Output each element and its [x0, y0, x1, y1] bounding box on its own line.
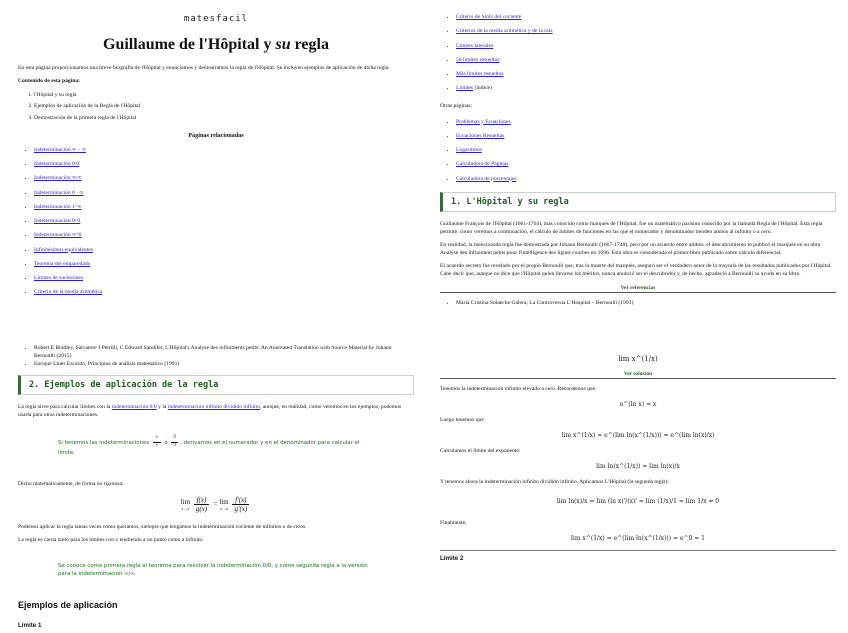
related-link[interactable]: • Infinitésimos equivalentes [34, 243, 414, 257]
reference-item: • Enrique Linés Escardó; Principios de análisis matemático (1991) [34, 360, 414, 368]
equation-5: lim x^(1/x) = e^(lim ln(x^(1/x))) = e^0 = 1 [571, 535, 705, 543]
page-title [18, 36, 414, 54]
top-links-list [440, 10, 836, 96]
related-link[interactable]: • Indeterminación ∞/∞ [34, 171, 414, 185]
logo-text: matesfacil [183, 14, 249, 24]
equation-2: lim x^(1/x) = e^(lim ln(x^(1/x))) = e^(lim ln(x)/x) [561, 432, 715, 440]
right-references [440, 299, 836, 307]
section-2-paragraph: La regla sirve para calcular límites con la indeterminación 0/0 y la indeterminación infinito dividido infinito, aunque, en realidad, como veremos en los ejemplos, podemos usarla para otras indeterminaciones. [18, 403, 402, 418]
title-end: regla [294, 36, 329, 53]
solution-paragraph-4: Y tenemos ahora la indeterminación infinito dividido infinito. Aplicamos L'Hôpital (la segunda regla): [440, 479, 669, 486]
solution-paragraph-2: Luego tenemos que [440, 417, 484, 424]
reference-item: • María Cristina Solaeche Galera; La Controversia L'Hospital – Bernoulli (1993) [456, 299, 836, 307]
bio-paragraph-3: El acuerdo secreto fue revelado por el propio Bernoulli que, tras la muerte del marqués, aseguró ser el verdadero autor de la mayoría de las resultados publicados por l'Hôpital. Cabe decir que, aunque no dice que l'Hôpital quien llevarse los méritos, nunca anunció ser el descubridor y, de hecho, agradeció a Bernoulli su ayuda en su libro. [440, 263, 832, 278]
solution-paragraph-1: Tenemos la indeterminación infinito elevado a cero. Recordemos que: [440, 385, 597, 392]
intro-paragraph: En esta página proporcionamos una breve biografía de l'Hôpital y enunciamos y demostramos la regla de l'Hôpital. Se incluyen ejemplos de aplicación de dicha regla. [18, 65, 390, 71]
equation-1: e^(ln x) = x [619, 401, 657, 409]
related-link[interactable]: • Indeterminación 1^∞ [34, 200, 414, 214]
equation-3: lim ln(x^(1/x)) = lim ln(x)/x [596, 463, 680, 471]
site-logo[interactable] [18, 14, 414, 24]
related-link[interactable]: • Indeterminación 0^0 [34, 214, 414, 228]
rule-note: Si tenemos las indeterminaciones $\frac{\infty}{\infty}$ ó $\frac{0}{0}$ , derivamos en el numerador y en el denominador para calcular el límite. [58, 434, 360, 457]
right-page [440, 0, 836, 566]
reference-item: • Robert E Bradley, Salvatore J Petrilli, C Edward Sandifer, L'Hôpital's Analyse des infiniments petits: An Annotated Translation with Source Material by Johann Bernoulli (2015) [34, 344, 414, 361]
limit-1-expression: lim x^(1/x) [618, 354, 658, 363]
title-main: Guillaume de l'Hôpital y [103, 36, 272, 53]
nav-link[interactable]: • Criterios de la media aritmética y de la raíz [456, 24, 836, 38]
finally-label: Finalmente, [440, 520, 467, 527]
other-link[interactable]: • Calculadora de porcentajes [456, 172, 836, 186]
other-link[interactable]: • Calculadora de Páginas [456, 157, 836, 171]
nav-link[interactable]: • 50 límites resueltos [456, 53, 836, 67]
related-link[interactable]: • Indeterminación 0/0 [34, 157, 414, 171]
bio-paragraph-1: Guillaume François de l'Hôpital (1661-1704), más conocido como marqués de l'Hôpital, fue un matemático parisino conocido por la llamada Regla de l'Hôpital. Esta regla permite, como veremos a continuación, el cálculo de límites de funciones en las que el numerador y denominador tienden ambos al infinito o a cero. [440, 220, 823, 235]
contents-label: Contenido de esta página: [18, 78, 81, 85]
contents-item[interactable]: 3. Demostración de la primera regla de l'Hôpital [34, 113, 414, 124]
indeterminacy-inf-inf-link[interactable]: indeterminación infinito dividido infinito [167, 403, 260, 410]
other-link[interactable]: • Logaritmos [456, 143, 836, 157]
contents-list [18, 90, 414, 124]
bio-paragraph-2: En realidad, la mencionada regla fue demostrada por Johann Bernoulli (1667-1748), pero por un acuerdo entre ambos, el descubrimiento lo publicó el marqués en su obra Analyse des infiniment petits pour l'intelligence des lignes courbes en 1696. Esta obra es considerada el primer libro publicado sobre cálculo diferencial. [440, 242, 821, 257]
related-link[interactable]: • Criterio de la media aritmética [34, 285, 414, 299]
related-pages-list [18, 143, 414, 300]
rule-intro: Dicho matemáticamente, de forma no rigurosa: [18, 480, 124, 487]
equation-4: lim ln(x)/x = lim (ln x)'/(x)' = lim (1/x)/1 = lim 1/x = 0 [556, 498, 720, 506]
rule-paragraph-1: Podemos aplicar la regla tantas veces como queramos, siempre que tengamos la indeterminación cociente de infinitos o de ceros. [18, 523, 307, 530]
related-link[interactable]: • Indeterminación ∞ − ∞ [34, 143, 414, 157]
limit-1-heading: Límite 1 [18, 622, 42, 630]
other-link[interactable]: • Problemas y Ecuaciones [456, 115, 836, 129]
contents-item[interactable]: 2. Ejemplos de aplicación de la Regla de l'Hôpital [34, 101, 414, 112]
nav-link[interactable]: • Límites laterales [456, 39, 836, 53]
other-pages-list [440, 115, 836, 186]
first-second-rule-note: Se conoce como primera regla al teorema para resolver la indeterminación 0/0, y como segunda regla a la versión para la indeterminación ∞/∞. [58, 562, 368, 577]
related-link[interactable]: • Límites de sucesiones [34, 271, 414, 285]
related-link[interactable]: • Teorema del emparedado [34, 257, 414, 271]
contents-item[interactable]: 1. l'Hôpital y su regla [34, 90, 414, 101]
section-1-heading: 1. L'Hôpital y su regla [440, 192, 836, 212]
indeterminacy-0-0-link[interactable]: indeterminación 0/0 [111, 403, 157, 410]
nav-link[interactable]: • Más límites resueltos [456, 67, 836, 81]
examples-heading: Ejemplos de aplicación [18, 600, 118, 611]
nav-link[interactable]: • Límites (índice) [456, 81, 836, 95]
solution-paragraph-3: Calculamos el límite del exponente: [440, 448, 521, 455]
other-pages-label: Otras páginas: [440, 102, 473, 109]
related-link[interactable]: • Indeterminación 0 · ∞ [34, 186, 414, 200]
related-pages-heading: Páginas relacionadas [188, 131, 244, 139]
lhopital-formula: lim x→a $\frac{f(x)}{g(x)}$ = lim x→a $\frac{f'(x)}{g'(x)}$ [180, 495, 248, 513]
solution-toggle[interactable]: Ver solución [440, 371, 836, 379]
divider [440, 550, 836, 551]
left-page [18, 0, 414, 633]
title-emphasis: su [275, 36, 291, 53]
references-list [18, 344, 414, 369]
related-link[interactable]: • Indeterminación ∞^0 [34, 228, 414, 242]
other-link[interactable]: • Ecuaciones Resueltas [456, 129, 836, 143]
limit-2-heading: Límite 2 [440, 555, 464, 563]
nav-link[interactable]: • Criterio de Stolz del cociente [456, 10, 836, 24]
references-toggle[interactable]: Ver referencias [440, 285, 836, 293]
rule-paragraph-2: La regla es cierta tanto para los límites con x tendiendo a un punto como a infinito. [18, 536, 204, 543]
section-2-heading: 2. Ejemplos de aplicación de la regla [18, 375, 414, 395]
